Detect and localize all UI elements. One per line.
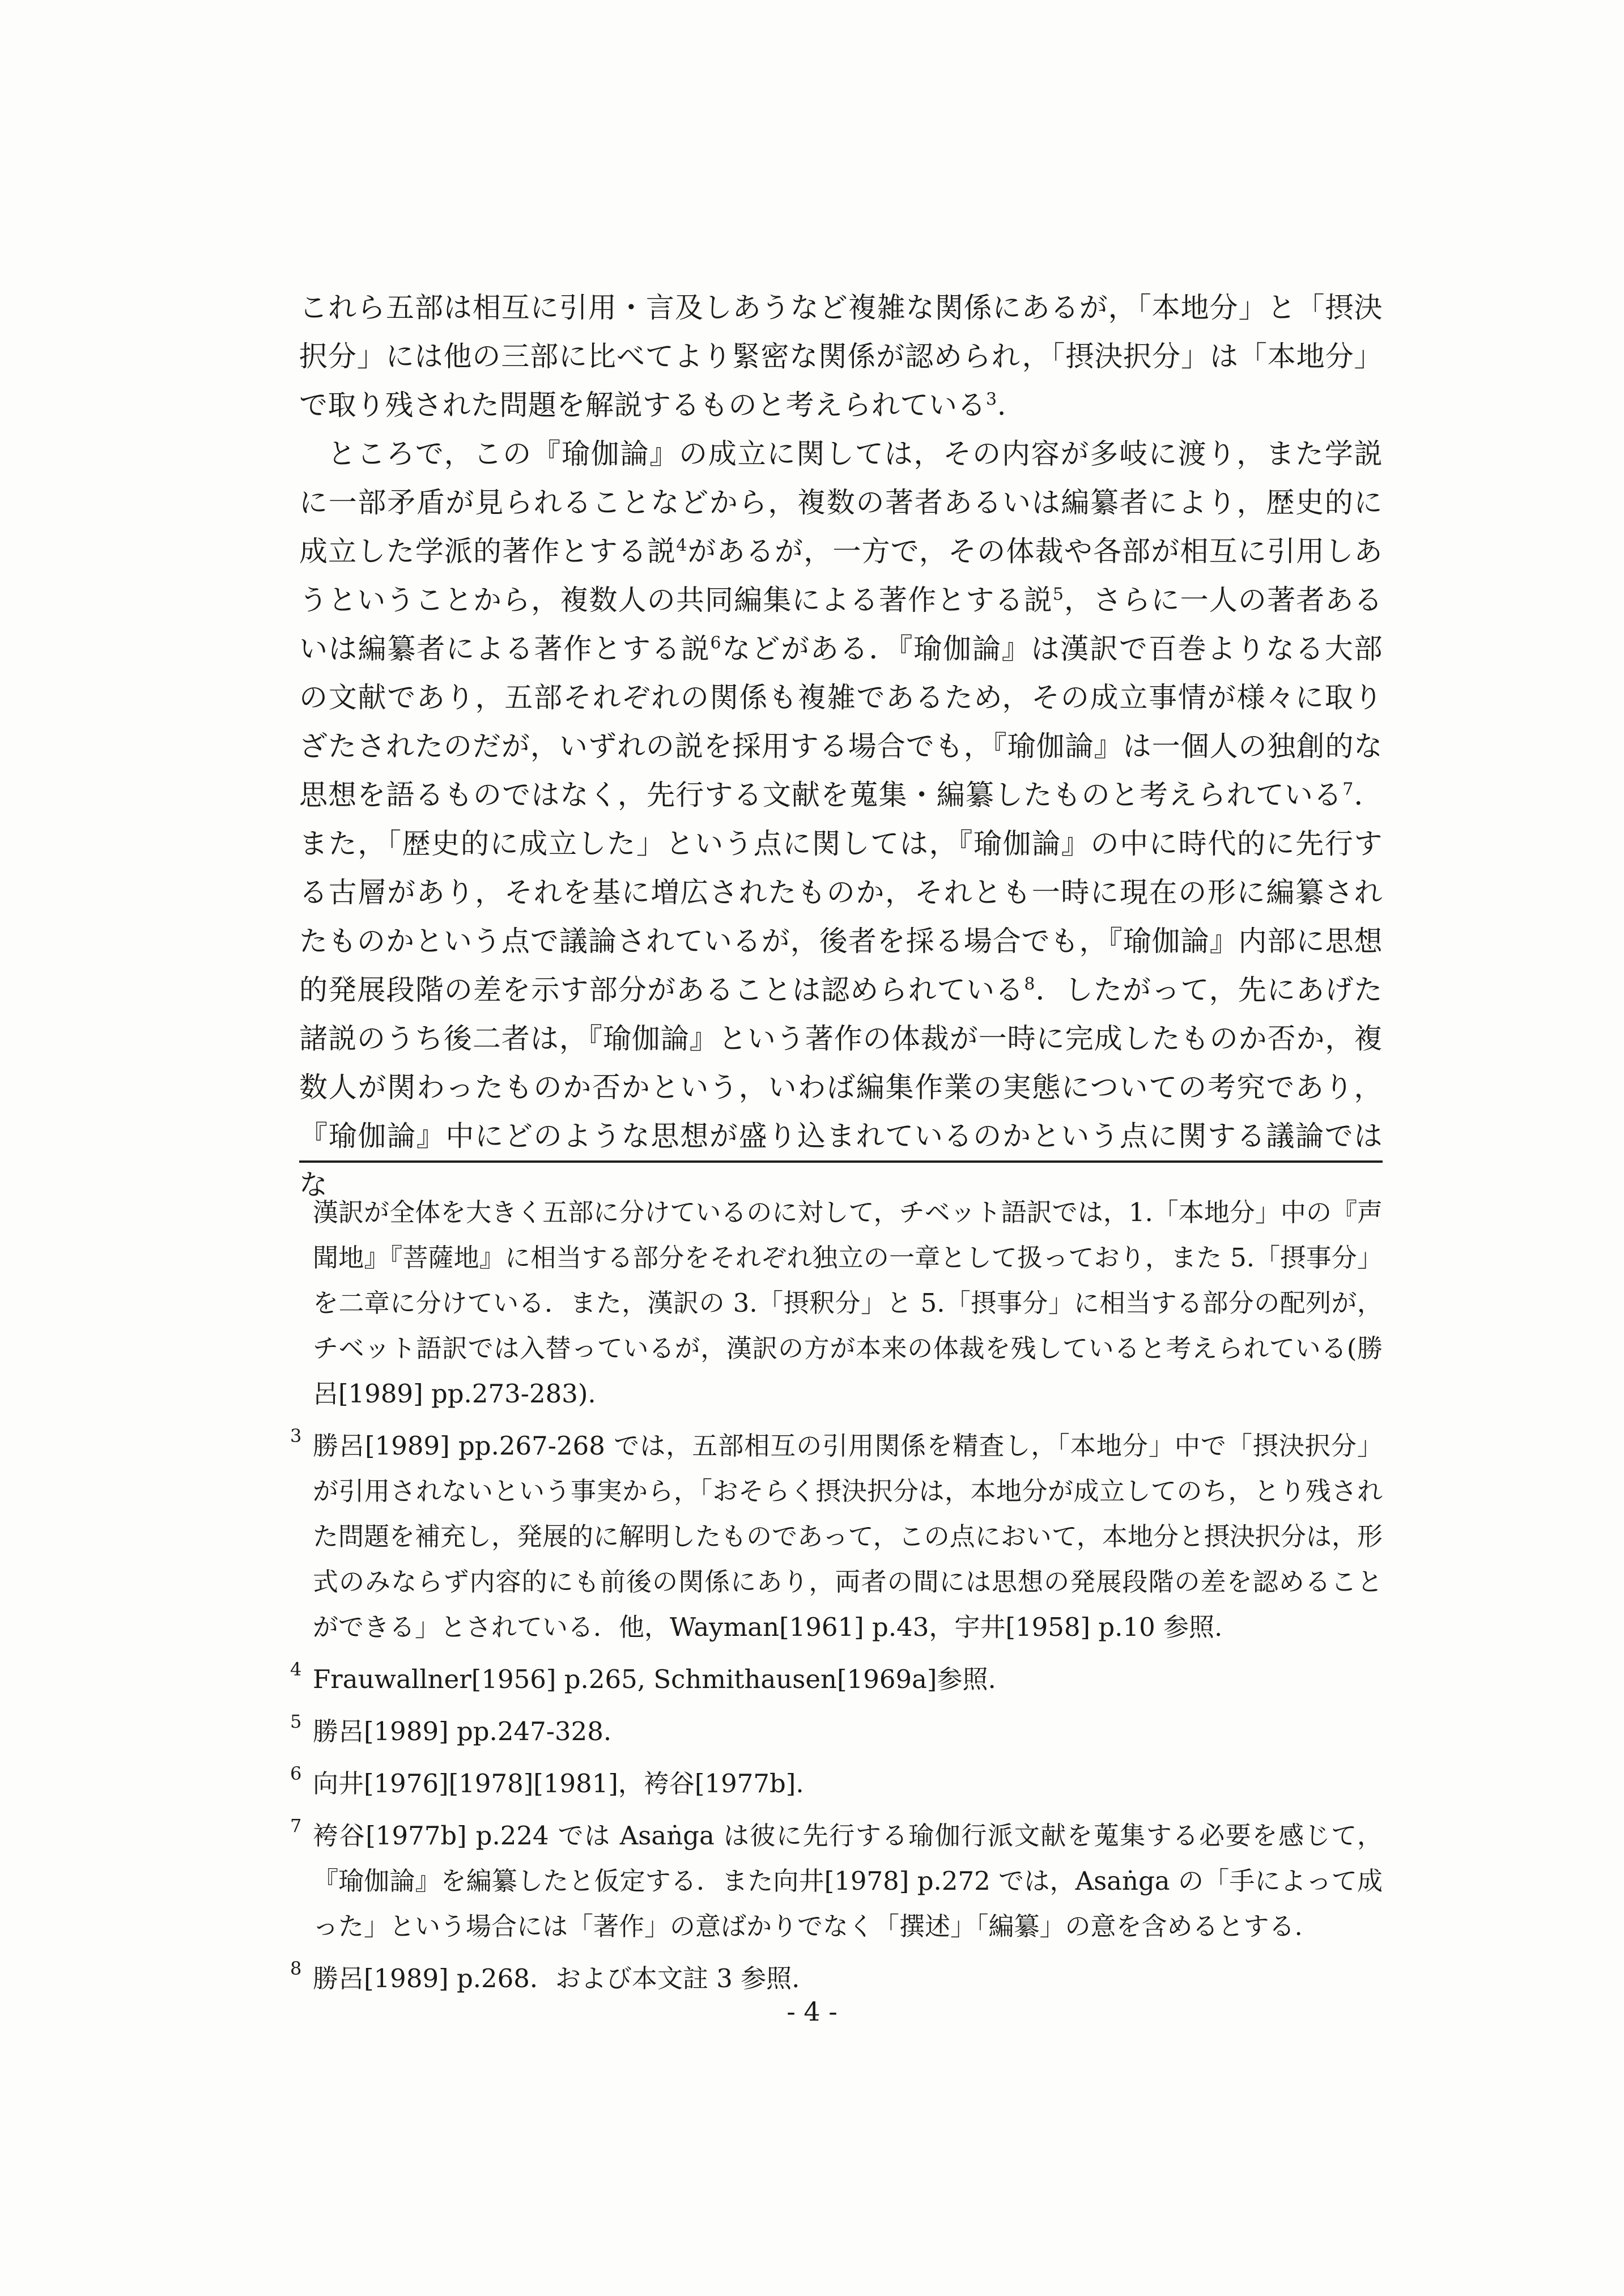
footnote-number: 7 [290, 1815, 302, 1836]
paragraph-2-text-c: ，さらに一人の著者あるいは編纂者による著作とする説 [299, 584, 1383, 665]
paragraph-2-text-e: ．また，「歴史的に成立した」という点に関しては，『瑜伽論』の中に時代的に先行する古層があり，それを基に増広されたものか，それとも一時に現在の形に編纂されたものかという点で議論されているが，後者を採る場合でも，『瑜伽論』内部に思想的発展段階の差を示す部分があることは認められている [299, 779, 1383, 1006]
paragraph-2 [299, 430, 1383, 1209]
footnote-text: 勝呂[1989] pp.267-268 では，五部相互の引用関係を精査し，「本地分」中で「摂決択分」が引用されないという事実から，「おそらく摂決択分は，本地分が成立してのち，とり残された問題を補充し，発展的に解明したものであって，この点において，本地分と摂決択分は，形式のみならず内容的にも前後の関係にあり，両者の間には思想の発展段階の差を認めることができる」とされている．他，Wayman[1961] p.43，宇井[1958] p.10 参照. [313, 1431, 1383, 1642]
footnote-2-continued: 漢訳が全体を大きく五部に分けているのに対して，チベット語訳では，1.「本地分」中の『声聞地』『菩薩地』に相当する部分をそれぞれ独立の一章として扱っており，また 5.「摂事分」を二章に分けている．また，漢訳の 3.「摂釈分」と 5.「摂事分」に相当する部分の配列が，チベット語訳では入替っているが，漢訳の方が本来の体裁を残していると考えられている(勝呂[1989] pp.273-283). [313, 1197, 1383, 1409]
footnote-ref-8[interactable]: 8 [1024, 974, 1035, 994]
footnote-separator [299, 1160, 1383, 1163]
footnote-number: 5 [290, 1711, 302, 1732]
paragraph-2-text-b: があるが，一方で，その体裁や各部が相互に引用しあうということから，複数人の共同編集による著作とする説 [299, 535, 1383, 616]
footnote-3 [290, 1423, 1383, 1650]
footnote-7 [290, 1813, 1383, 1949]
footnote-text: Frauwallner[1956] p.265, Schmithausen[1969a]参照. [313, 1664, 996, 1694]
footnote-number: 6 [290, 1763, 302, 1784]
footnote-text: 勝呂[1989] p.268．および本文註 3 参照. [313, 1963, 800, 1993]
footnote-ref-3[interactable]: 3 [986, 389, 997, 410]
footnote-ref-6[interactable]: 6 [710, 633, 722, 653]
paragraph-2-text-a: ところで，この『瑜伽論』の成立に関しては，その内容が多岐に渡り，また学説に一部矛盾が見られることなどから，複数の著者あるいは編纂者により，歴史的に成立した学派的著作とする説 [299, 437, 1383, 568]
footnote-text: 勝呂[1989] pp.247-328. [313, 1716, 612, 1746]
footnote-ref-7[interactable]: 7 [1342, 779, 1354, 800]
main-text [299, 283, 1383, 1209]
paragraph-2-text-f: ．したがって，先にあげた諸説のうち後二者は，『瑜伽論』という著作の体裁が一時に完成したものか否か，複数人が関わったものか否かという，いわば編集作業の実態についての考究であり，『瑜伽論』中にどのような思想が盛り込まれているのかという点に関する議論ではな [299, 973, 1383, 1201]
paragraph-2-text-d: などがある．『瑜伽論』は漢訳で百巻よりなる大部の文献であり，五部それぞれの関係も複雑であるため，その成立事情が様々に取りざたされたのだが，いずれの説を採用する場合でも，『瑜伽論』は一個人の独創的な思想を語るものではなく，先行する文献を蒐集・編纂したものと考えられている [299, 632, 1383, 811]
footnote-text: 袴谷[1977b] p.224 では Asaṅga は彼に先行する瑜伽行派文献を蒐集する必要を感じて，『瑜伽論』を編纂したと仮定する．また向井[1978] p.272 では，Asaṅga の「手によって成った」という場合には「著作」の意ばかりでなく「撰述」「編纂」の意を含めるとする. [313, 1821, 1383, 1941]
footnote-text: 向井[1976][1978][1981]，袴谷[1977b]. [313, 1768, 804, 1798]
footnote-number: 3 [290, 1425, 302, 1447]
paragraph-1-text: これら五部は相互に引用・言及しあうなど複雑な関係にあるが，「本地分」と「摂決択分」には他の三部に比べてより緊密な関係が認められ，「摂決択分」は「本地分」で取り残された問題を解説するものと考えられている [299, 291, 1383, 422]
paragraph-1-end: . [997, 389, 1006, 422]
footnote-number: 4 [290, 1659, 302, 1680]
page-number: - 4 - [787, 1996, 837, 2027]
footnote-6 [290, 1761, 1383, 1806]
footnote-4 [290, 1657, 1383, 1702]
footnotes [290, 1190, 1383, 2008]
paragraph-1 [299, 283, 1383, 430]
footnote-ref-5[interactable]: 5 [1052, 584, 1064, 605]
footnote-number: 8 [290, 1958, 302, 1979]
footnote-5 [290, 1709, 1383, 1754]
footnote-ref-4[interactable]: 4 [676, 535, 687, 556]
